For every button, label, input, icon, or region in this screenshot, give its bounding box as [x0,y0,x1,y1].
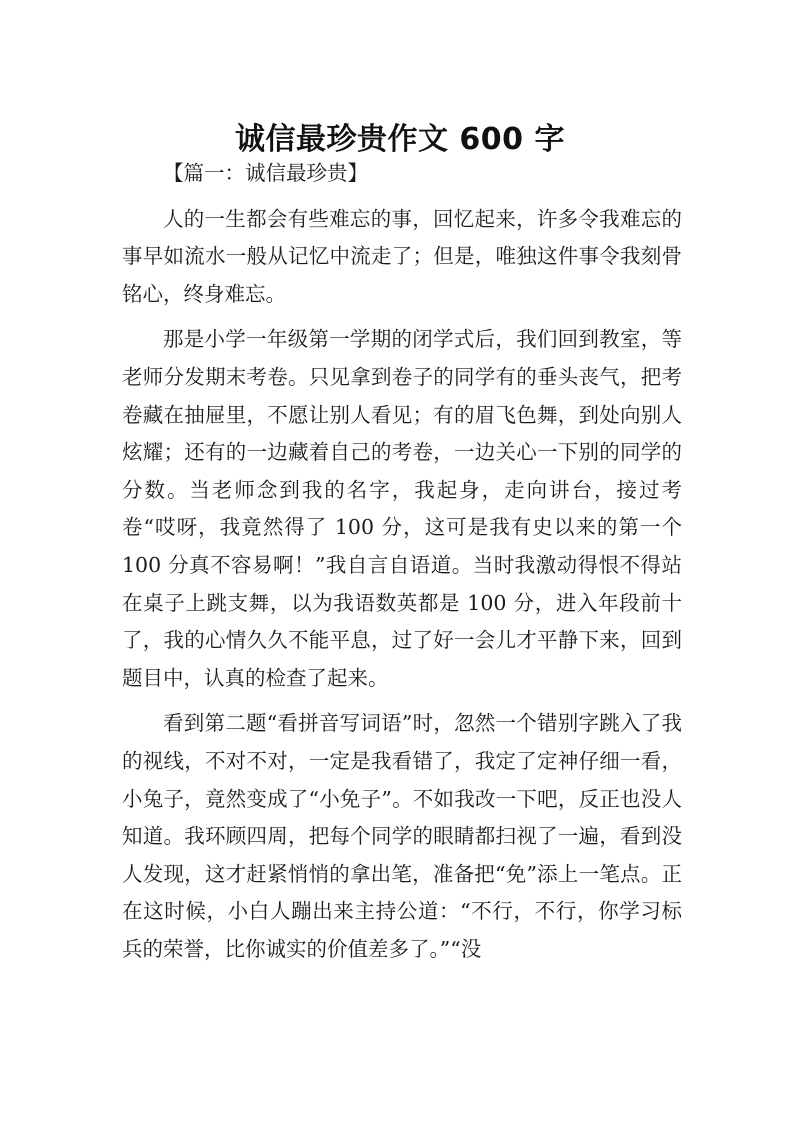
section-heading: 【篇一：诚信最珍贵】 [163,161,368,185]
document-title: 诚信最珍贵作文 600 字 [234,122,565,158]
paragraph-3: 看到第二题“看拼音写词语”时，忽然一个错别字跳入了我的视线，不对不对，一定是我看错了，我定了定神仔细一看，小兔子，竟然变成了“小免子”。不如我改一下吧，反正也没人知道。我环顾四周，把每个同学的眼睛都扫视了一遍，看到没人发现，这才赶紧悄悄的拿出笔，准备把“免”添上一笔点。正在这时候，小白人蹦出来主持公道：“不行，不行，你学习标兵的荣誉，比你诚实的价值差多了。”“没 [122,711,682,961]
document-body [122,155,682,968]
paragraph-2: 那是小学一年级第一学期的闭学式后，我们回到教室，等老师分发期末考卷。只见拿到卷子的同学有的垂头丧气，把考卷藏在抽屉里，不愿让别人看见；有的眉飞色舞，到处向别人炫耀；还有的一边藏着自己的考卷，一边关心一下别的同学的分数。当老师念到我的名字，我起身，走向讲台，接过考卷“哎呀，我竟然得了 100 分，这可是我有史以来的第一个 100 分真不容易啊！”我自言自语道。当时我激动得恨不得站在桌子上跳支舞，以为我语数英都是 100 分，进入年段前十了，我的心情久久不能平息，过了好一会儿才平静下来，回到题目中，认真的检查了起来。 [122,327,682,690]
paragraph-1: 人的一生都会有些难忘的事，回忆起来，许多令我难忘的事早如流水一般从记忆中流走了；但是，唯独这件事令我刻骨铭心，终身难忘。 [122,206,682,306]
